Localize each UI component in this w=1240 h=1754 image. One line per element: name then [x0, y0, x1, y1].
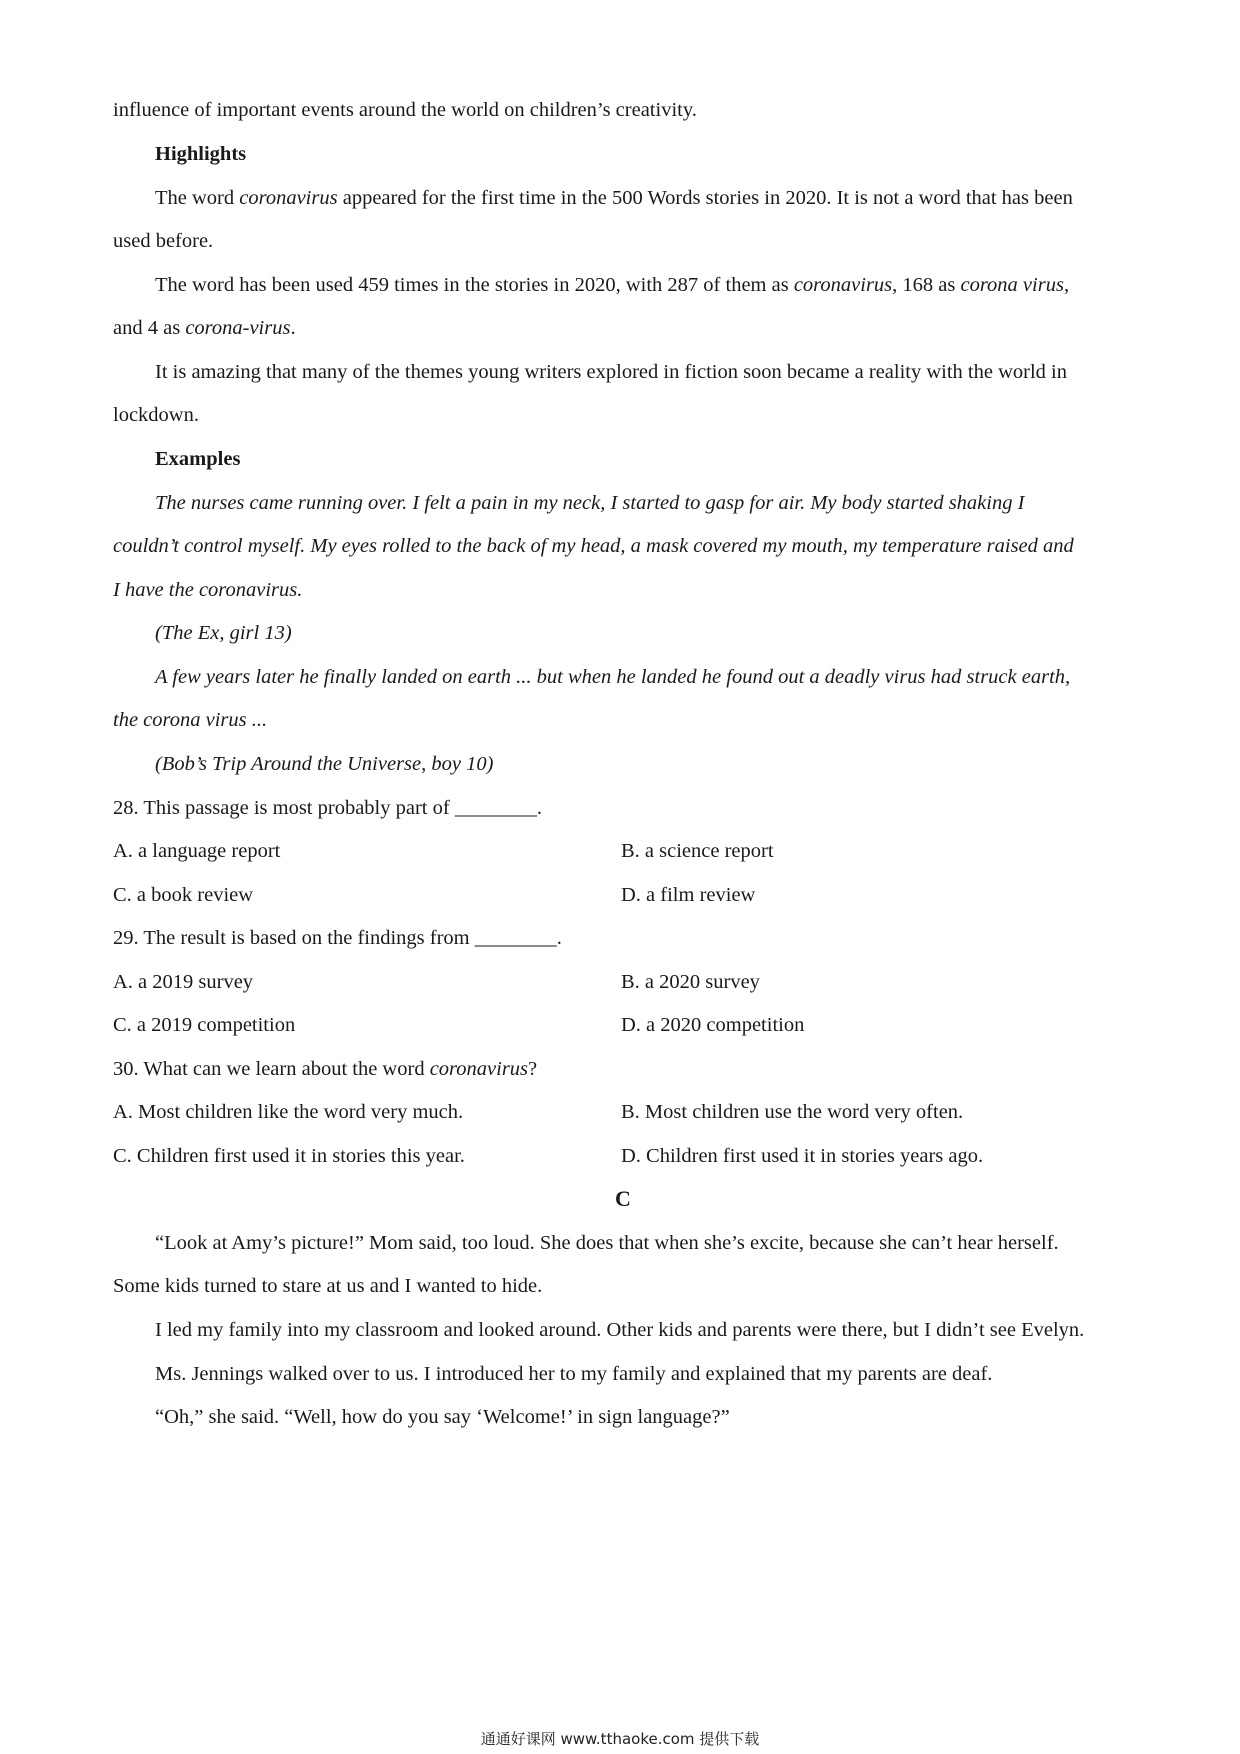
example-2-line-2: the corona virus ... — [113, 709, 268, 731]
section-c-paragraph-2: I led my family into my classroom and looked around. Other kids and parents were there, but I didn’t see Evelyn. — [155, 1319, 1085, 1341]
highlights-paragraph-2-cont: and 4 as corona-virus. — [113, 317, 296, 339]
question-29-option-c: C. a 2019 competition — [113, 1014, 296, 1036]
example-1-source: (The Ex, girl 13) — [155, 622, 292, 644]
example-1-line-2: couldn’t control myself. My eyes rolled to the back of my head, a mask covered my mouth, my temperature raised and — [113, 535, 1074, 557]
question-30-stem: 30. What can we learn about the word coronavirus? — [113, 1058, 538, 1080]
section-c-paragraph-3: Ms. Jennings walked over to us. I introduced her to my family and explained that my parents are deaf. — [155, 1363, 993, 1385]
question-29-option-b: B. a 2020 survey — [621, 971, 760, 993]
question-28-option-a: A. a language report — [113, 840, 281, 862]
question-28-option-c: C. a book review — [113, 884, 254, 906]
question-28-stem: 28. This passage is most probably part of ________. — [113, 797, 542, 819]
page-footer: 通通好课网 www.tthaoke.com 提供下载 — [480, 1730, 760, 1748]
section-c-paragraph-1: “Look at Amy’s picture!” Mom said, too loud. She does that when she’s excite, because she can’t hear herself. — [155, 1232, 1059, 1254]
question-30-option-a: A. Most children like the word very much. — [113, 1101, 464, 1123]
example-2-source: (Bob’s Trip Around the Universe, boy 10) — [155, 753, 494, 775]
highlights-paragraph-1-cont: used before. — [113, 230, 214, 252]
question-28-option-d: D. a film review — [621, 884, 756, 906]
section-c-paragraph-4: “Oh,” she said. “Well, how do you say ‘Welcome!’ in sign language?” — [155, 1406, 730, 1428]
section-c-heading: C — [615, 1186, 631, 1211]
question-30-option-c: C. Children first used it in stories this year. — [113, 1145, 465, 1167]
highlights-paragraph-1: The word coronavirus appeared for the first time in the 500 Words stories in 2020. It is not a word that has been — [155, 187, 1073, 209]
question-29-option-d: D. a 2020 competition — [621, 1014, 805, 1036]
examples-heading: Examples — [155, 448, 241, 470]
highlights-paragraph-3-cont: lockdown. — [113, 404, 199, 426]
question-29-option-a: A. a 2019 survey — [113, 971, 254, 993]
highlights-paragraph-3: It is amazing that many of the themes young writers explored in fiction soon became a reality with the world in — [155, 361, 1067, 383]
highlights-heading: Highlights — [155, 143, 247, 165]
intro-tail: influence of important events around the world on children’s creativity. — [113, 99, 697, 121]
question-30-option-d: D. Children first used it in stories years ago. — [621, 1145, 984, 1167]
question-29-stem: 29. The result is based on the findings from ________. — [113, 927, 562, 949]
question-30-option-b: B. Most children use the word very often. — [621, 1101, 964, 1123]
question-28-option-b: B. a science report — [621, 840, 774, 862]
highlights-paragraph-2: The word has been used 459 times in the stories in 2020, with 287 of them as coronavirus, 168 as corona virus, — [155, 274, 1070, 296]
example-1-line-1: The nurses came running over. I felt a pain in my neck, I started to gasp for air. My body started shaking I — [155, 492, 1025, 514]
example-2-line-1: A few years later he finally landed on earth ... but when he landed he found out a deadly virus had struck earth, — [155, 666, 1071, 688]
section-c-paragraph-1-cont: Some kids turned to stare at us and I wanted to hide. — [113, 1275, 543, 1297]
example-1-line-3: I have the coronavirus. — [113, 579, 303, 601]
